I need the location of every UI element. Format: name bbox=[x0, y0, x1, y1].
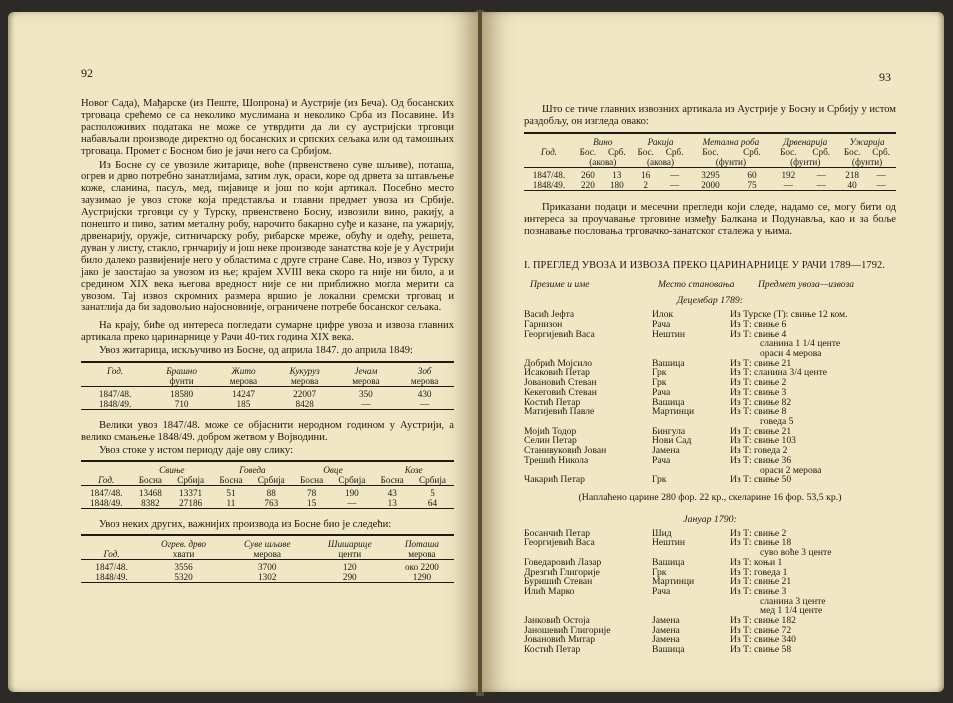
t1-u3: мерова bbox=[290, 376, 319, 387]
table-cell: 1847/48. bbox=[98, 389, 132, 400]
entry-name: Босанчић Петар bbox=[524, 527, 591, 539]
entry-place: Вашица bbox=[652, 396, 685, 408]
entry-name: Трешић Никола bbox=[524, 454, 589, 466]
left-para-6: Увоз стоке у истом периоду даје ову слику: bbox=[99, 444, 294, 456]
t1-h0: Год. bbox=[106, 366, 124, 377]
entry-item: Из Т: свиње 58 bbox=[730, 644, 792, 656]
entry-item: Из Т: свиње 8 bbox=[730, 406, 787, 418]
col-header-place: Место становања bbox=[658, 279, 735, 291]
table-cell: 14247 bbox=[231, 389, 255, 400]
t1-h1: Брашно bbox=[166, 366, 197, 377]
entry-place: Рача bbox=[652, 585, 671, 597]
left-para-3: На крају, биће од интереса погледати сумарне цифре увоза и извоза главних артикала преко царинарнице у Рачи 40-тих година XIX века. bbox=[81, 320, 454, 344]
entry-name: Буришић Стеван bbox=[524, 576, 593, 588]
other-import-table bbox=[81, 534, 454, 585]
entry-item: сланина 3 центе bbox=[760, 595, 826, 607]
entry-item: суво воће 3 центе bbox=[760, 547, 832, 559]
t1-u4: мерова bbox=[352, 376, 380, 387]
entry-place: Мартинци bbox=[652, 576, 695, 588]
table-cell: 15 bbox=[306, 497, 317, 508]
t2-s4: Србија bbox=[257, 474, 285, 485]
entry-place: Јамена bbox=[652, 624, 680, 636]
entry-place: Нештин bbox=[652, 537, 686, 549]
entry-name: Јанковић Остоја bbox=[524, 615, 590, 627]
table-cell: — bbox=[876, 179, 886, 190]
table-cell: — bbox=[669, 169, 680, 180]
t3-u1: хвати bbox=[172, 548, 195, 559]
t2-g1: Говеда bbox=[239, 464, 266, 475]
table-cell: 13468 bbox=[138, 487, 162, 498]
t2-g2: Овце bbox=[323, 464, 343, 475]
entry-place: Грк bbox=[652, 377, 667, 389]
t3-h0: Год. bbox=[103, 548, 120, 559]
entry-place: Грк bbox=[652, 367, 667, 379]
table-cell: 3295 bbox=[701, 169, 720, 180]
entry-item: Из Т: свиње 36 bbox=[730, 454, 792, 466]
table-cell: 3556 bbox=[174, 561, 193, 572]
section-title: I. ПРЕГЛЕД УВОЗА И ИЗВОЗА ПРЕКО ЦАРИНАРНИЦЕ У РАЧИ 1789—1792. bbox=[524, 259, 886, 271]
t3-u4: мерова bbox=[408, 548, 436, 559]
t2-g3: Козе bbox=[404, 464, 423, 475]
month-december-1789: Децембар 1789: bbox=[676, 295, 744, 307]
table-cell: 43 bbox=[387, 487, 397, 498]
entry-name: Добрић Мојсило bbox=[524, 357, 593, 369]
table-cell: 13 bbox=[387, 497, 397, 508]
entry-item: Из Турске (Т): свиње 12 ком. bbox=[730, 309, 848, 321]
t4-s8: Срб. bbox=[812, 146, 831, 157]
entry-place: Рача bbox=[652, 386, 671, 398]
table-row bbox=[524, 170, 896, 180]
entry-name: Илић Марко bbox=[524, 585, 575, 597]
left-para-2: Из Босне су се увозиле житарице, воће (првенствено суве шљиве), поташа, огрев и дрво потребно занатлијама, затим лук, ораси, коре од дрвета за штављење коже, сланина, пасуљ, мед, пијавице и још по који артикал. Посебно место заузимао је увоз стоке која представља и главни предмет увоза из Србије. Аустријски трговци су у Турску, првенствено Босну, извозили вино, ракију, а понешто и пиво, затим металну робу, нарочито бакарно суђе и казане, па ужарију, дрвенарију, оружје, ситничарску робу, рибарске мреже, обућу и одећу, решета, дуван у листу, стакло, грнчарију и још неке производе занатства које је у Аустрији било далеко развијеније него у областима с друге стране Саве. Но, извоз у Турску јако је заостајао за увозом из ње; крајем XVIII века скоро га није ни било, а и средином XIX века његова вредност није се ни приближно могла мерити са увозом. Тај извоз скромних размера вршио је локални сремски трговац и занатлија да би задовољио најосновније, ограничене потребе босанског сељака. bbox=[81, 159, 454, 314]
entry-item: Из Т: свиње 82 bbox=[730, 396, 792, 408]
customs-note: (Наплаћено царине 280 фор. 22 кр., скеларине 16 фор. 53,5 кр.) bbox=[578, 491, 842, 503]
t4-u2: (фунти) bbox=[715, 156, 747, 167]
table-cell: 8428 bbox=[295, 399, 314, 410]
table-cell: 185 bbox=[236, 399, 251, 410]
col-header-item: Предмет увоза—извоза bbox=[758, 279, 855, 291]
entry-place: Вашица bbox=[652, 357, 685, 369]
t2-g0: Свиње bbox=[159, 464, 185, 475]
table-cell: 1847/48. bbox=[532, 169, 566, 180]
entry-name: Говедаровић Лазар bbox=[524, 556, 602, 568]
t4-u0: (акова) bbox=[589, 156, 617, 167]
entry-item: Из Т: свиње 18 bbox=[730, 537, 792, 549]
table-cell: 11 bbox=[226, 497, 236, 508]
table-cell: 218 bbox=[845, 169, 860, 180]
t4-s2: Срб. bbox=[607, 146, 626, 157]
t1-u5: мерова bbox=[410, 376, 439, 387]
t4-s7: Бос. bbox=[780, 146, 797, 157]
entry-item: Из Т: свиње 182 bbox=[730, 615, 796, 627]
entry-place: Јамена bbox=[652, 445, 680, 457]
entry-item: Из Т: свиње 2 bbox=[730, 377, 787, 389]
entry-item: Из Т: свиње 21 bbox=[730, 425, 792, 437]
table-row bbox=[81, 498, 454, 509]
entry-item: Из Т: свиње 3 bbox=[730, 386, 787, 398]
entry-place: Вашица bbox=[652, 644, 685, 656]
column-headers bbox=[524, 279, 896, 291]
entry-name: Георгијевић Васа bbox=[524, 328, 595, 340]
table-cell: 1290 bbox=[412, 571, 432, 582]
table-cell: 350 bbox=[358, 389, 373, 400]
t2-s5: Босна bbox=[299, 474, 324, 485]
t3-u2: мерова bbox=[253, 548, 281, 559]
entry-place: Вашица bbox=[652, 556, 685, 568]
right-para-2: Приказани подаци и месечни прегледи који следе, надамо се, могу бити од интереса за проучавање трговине између Балкана и Подунавља, као и за боље познавање пословања трговачко-занатског сталежа у њима. bbox=[524, 201, 896, 237]
entry-item: Из Т: свиње 340 bbox=[730, 634, 796, 646]
entry-item: Из Т: свиње 50 bbox=[730, 474, 792, 486]
t4-s1: Бос. bbox=[579, 146, 597, 157]
table-cell: 1847/48. bbox=[90, 487, 123, 498]
entry-item: Из Т: говеда 1 bbox=[730, 566, 788, 578]
table-cell: 1848/49. bbox=[98, 399, 132, 410]
table-cell: 78 bbox=[306, 487, 317, 498]
left-page bbox=[8, 12, 478, 692]
table-cell: 88 bbox=[266, 487, 276, 498]
table-cell: — bbox=[347, 497, 357, 508]
table-cell: 13371 bbox=[179, 487, 203, 498]
left-page-text bbox=[81, 98, 454, 585]
livestock-import-table bbox=[81, 460, 454, 511]
t4-s4: Срб. bbox=[665, 146, 684, 157]
entry-name: Дрезгић Глигорије bbox=[524, 566, 600, 578]
t2-s2: Србија bbox=[177, 474, 205, 485]
t1-h4: Јечам bbox=[354, 366, 378, 377]
month-january-1790: Јануар 1790: bbox=[683, 513, 737, 525]
entry-place: Јамена bbox=[652, 615, 680, 627]
entry-place: Јамена bbox=[652, 634, 680, 646]
entry-place: Илок bbox=[652, 309, 674, 321]
table-cell: 260 bbox=[581, 169, 595, 180]
entry-place bbox=[652, 339, 730, 349]
table-row bbox=[81, 389, 454, 399]
left-para-5: Велики увоз 1847/48. може се објаснити неродном годином у Аустрији, а велико смањење 1848/49. добром жетвом у Војводини. bbox=[81, 420, 454, 443]
entry-name: Костић Петар bbox=[524, 396, 581, 408]
table-cell: 190 bbox=[344, 487, 359, 498]
table-cell: 3700 bbox=[258, 561, 277, 572]
table-cell: — bbox=[420, 399, 430, 410]
table-row bbox=[81, 488, 454, 498]
t4-s5: Бос. bbox=[702, 146, 719, 157]
entry-item: Из Т: свиње 21 bbox=[730, 357, 792, 369]
t1-u1: фунти bbox=[169, 376, 194, 387]
t2-s7: Босна bbox=[380, 474, 404, 485]
entry-item: Из Т: свиње 6 bbox=[730, 318, 787, 330]
table-cell: — bbox=[669, 179, 680, 190]
entry-place bbox=[652, 597, 730, 607]
entry-name: Селин Петар bbox=[524, 435, 577, 447]
entry-name: Јовановић Митар bbox=[524, 634, 596, 646]
entry-name: Чакарић Петар bbox=[524, 474, 585, 486]
right-para-1: Што се тиче главних извозних артикала из Аустрије у Босну и Србију у истом раздобљу, он изгледа овако: bbox=[524, 104, 896, 127]
entry-item: ораси 4 мерова bbox=[760, 348, 822, 360]
t3-h3: Шишарице bbox=[327, 538, 372, 549]
table-cell: 2000 bbox=[701, 179, 720, 190]
t1-h3: Кукуруз bbox=[289, 366, 320, 377]
entry-name: Станивуковић Јован bbox=[524, 445, 607, 457]
table-cell: 22007 bbox=[293, 389, 317, 400]
table-cell: — bbox=[361, 399, 371, 410]
t4-g1: Ракија bbox=[647, 136, 674, 147]
table-cell: — bbox=[876, 169, 886, 180]
entry-name: Јовановић Стеван bbox=[524, 377, 597, 389]
t4-g4: Ужарија bbox=[849, 136, 885, 147]
left-para-4: Увоз житарица, искључиво из Босне, од априла 1847. до априла 1849: bbox=[99, 345, 414, 357]
t4-s3: Бос. bbox=[637, 146, 654, 157]
table-cell: 51 bbox=[226, 487, 236, 498]
entry-item: Из Т: говеда 2 bbox=[730, 445, 788, 457]
table-cell: 192 bbox=[781, 169, 796, 180]
right-page-text bbox=[524, 104, 896, 655]
right-page-number: 93 bbox=[879, 70, 891, 84]
export-table bbox=[524, 132, 896, 193]
table-cell: 40 bbox=[847, 179, 857, 190]
t2-s6: Србија bbox=[338, 474, 366, 485]
entry-place: Рача bbox=[652, 318, 671, 330]
table-cell: 430 bbox=[417, 389, 432, 400]
right-page bbox=[482, 12, 944, 692]
table-cell: 8382 bbox=[141, 497, 160, 508]
table-cell: 5 bbox=[430, 487, 435, 498]
table-row bbox=[81, 562, 454, 572]
table-cell: 64 bbox=[427, 497, 438, 508]
entry-item: сланина 1 1/4 центе bbox=[760, 338, 841, 350]
t4-u3: (фунти) bbox=[790, 156, 821, 167]
t4-g0: Вино bbox=[593, 136, 613, 147]
left-page-number: 92 bbox=[81, 66, 93, 80]
entries-december bbox=[524, 310, 896, 485]
table-row bbox=[524, 180, 896, 191]
left-para-1: Новог Сада), Мађарске (из Пеште, Шопрона) и Аустрије (из Беча). Од босанских трговаца срећемо се са неколико муслимана и неколико Срба из Посавине. Из расположивих података не може се утврдити да ли су аустријски трговци набављали производе директно од босанских и српских сељака или од тамошњих трговаца. Промет с Босном био је јачи него са Србијом. bbox=[81, 98, 454, 157]
entry-name: Георгијевић Васа bbox=[524, 537, 595, 549]
t2-s0: Год. bbox=[98, 474, 115, 485]
t4-s6: Срб. bbox=[743, 146, 761, 157]
entry-item: мед 1 1/4 центе bbox=[760, 605, 823, 617]
table-row bbox=[81, 399, 454, 410]
entry-place: Мартинци bbox=[652, 406, 695, 418]
table-cell: 5320 bbox=[174, 571, 193, 582]
table-cell: 16 bbox=[641, 169, 651, 180]
entry-item: ораси 2 мерова bbox=[760, 464, 822, 476]
t4-s0: Год. bbox=[540, 146, 558, 157]
entry-name: Кекеговић Стеван bbox=[524, 386, 597, 398]
t1-h5: Зоб bbox=[417, 366, 432, 377]
entries-january bbox=[524, 529, 896, 655]
table-cell: 1848/49. bbox=[532, 179, 566, 190]
entry-place: Грк bbox=[652, 474, 667, 486]
entry-item: Из Т: свиње 4 bbox=[730, 328, 787, 340]
table-cell: 290 bbox=[342, 571, 357, 582]
col-header-name: Презиме и име bbox=[530, 279, 590, 291]
table-cell: — bbox=[816, 179, 826, 190]
entry-item: Из Т: свиње 72 bbox=[730, 624, 792, 636]
entry-place: Рача bbox=[652, 454, 671, 466]
t3-h4: Поташа bbox=[404, 538, 440, 549]
t4-s9: Бос. bbox=[843, 146, 861, 157]
entry-item: Из Т: сланина 3/4 центе bbox=[730, 367, 828, 379]
t3-h2: Суве шљиве bbox=[244, 538, 291, 549]
grain-import-table bbox=[81, 361, 454, 412]
t4-u1: (акова) bbox=[646, 156, 675, 167]
table-cell: 13 bbox=[612, 169, 622, 180]
entry-name: Матијевић Павле bbox=[524, 406, 595, 418]
entry-item: Из Т: коњи 1 bbox=[730, 556, 783, 568]
table-cell: 18580 bbox=[170, 389, 194, 400]
entry-name: Васић Јефта bbox=[524, 309, 575, 321]
entry-item: Из Т: свиње 2 bbox=[730, 527, 787, 539]
t3-h1: Огрев. дрво bbox=[160, 538, 207, 549]
entry-name: Костић Петар bbox=[524, 644, 581, 656]
table-cell: 75 bbox=[747, 179, 757, 190]
entry-name bbox=[524, 597, 652, 607]
t2-s3: Босна bbox=[219, 474, 243, 485]
table-row bbox=[81, 572, 454, 583]
left-para-7: Увоз неких других, важнијих производа из Босне био је следећи: bbox=[99, 518, 392, 530]
t2-s1: Босна bbox=[138, 474, 162, 485]
table-cell: 1848/49. bbox=[90, 497, 123, 508]
table-cell: 120 bbox=[342, 561, 357, 572]
table-cell: — bbox=[816, 169, 826, 180]
entry-item: Из Т: свиње 3 bbox=[730, 585, 787, 597]
table-cell: 180 bbox=[609, 179, 624, 190]
table-cell: 2 bbox=[643, 179, 648, 190]
entry-place: Нештин bbox=[652, 328, 686, 340]
t4-u4: (фунти) bbox=[851, 156, 883, 167]
t2-s8: Србија bbox=[419, 474, 446, 485]
table-cell: — bbox=[783, 179, 793, 190]
table-cell: 60 bbox=[747, 169, 757, 180]
table-cell: 1848/49. bbox=[95, 571, 128, 582]
table-cell: 710 bbox=[174, 399, 189, 410]
entry-item: Из Т: свиње 21 bbox=[730, 576, 792, 588]
entry-item: Из Т: свиње 103 bbox=[730, 435, 796, 447]
entry-name: Јаношевић Глигорије bbox=[524, 624, 611, 636]
entry-name bbox=[524, 339, 652, 349]
table-cell: око 2200 bbox=[405, 561, 439, 572]
table-cell: 27186 bbox=[179, 497, 203, 508]
t1-u2: мерова bbox=[229, 376, 258, 387]
table-cell: 220 bbox=[581, 179, 595, 190]
entry-name: Гарнизон bbox=[524, 318, 563, 330]
entry-place: Бингула bbox=[652, 425, 686, 437]
t4-s10: Срб. bbox=[872, 146, 890, 157]
t4-g3: Дрвенарија bbox=[783, 136, 828, 147]
t3-u3: центи bbox=[338, 548, 362, 559]
t4-g2: Метална роба bbox=[702, 136, 760, 147]
table-cell: 1302 bbox=[258, 571, 277, 582]
entry-place: Шид bbox=[652, 527, 672, 539]
table-cell: 763 bbox=[264, 497, 279, 508]
table-cell: 1847/48. bbox=[95, 561, 128, 572]
entry-name: Исаковић Петар bbox=[524, 367, 590, 379]
entry-name: Мојић Тодор bbox=[524, 425, 577, 437]
entry-place: Нови Сад bbox=[652, 435, 692, 447]
t1-h2: Жито bbox=[231, 366, 256, 377]
entry-item: говеда 5 bbox=[760, 415, 794, 427]
entry-place: Грк bbox=[652, 566, 667, 578]
